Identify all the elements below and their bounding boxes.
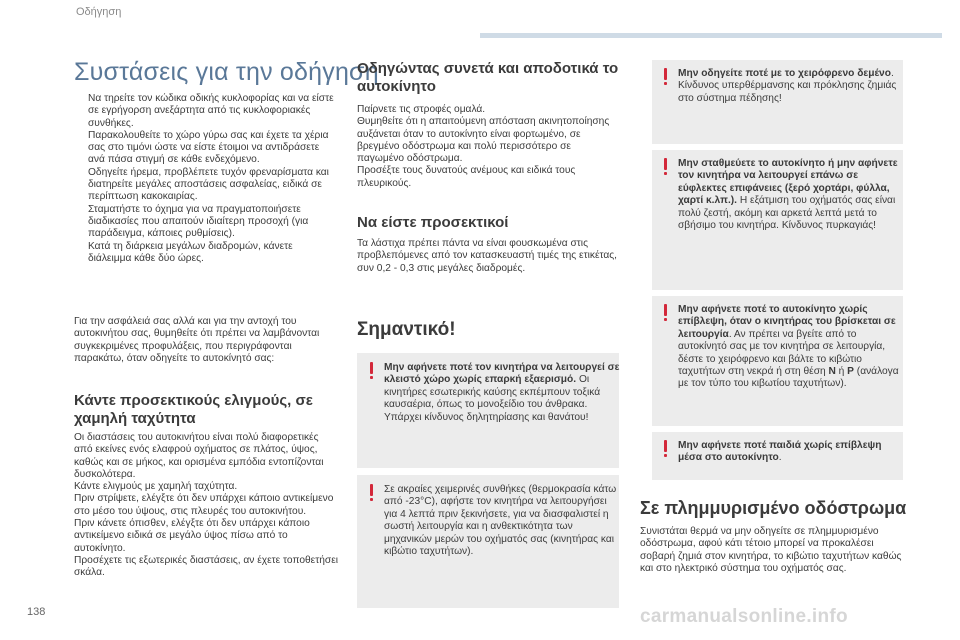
warning-icon bbox=[370, 362, 373, 374]
be-careful-body: Τα λάστιχα πρέπει πάντα να είναι φουσκωμένα στις προβλεπόμενες από τον κατασκευαστή τιμές της ετικέτας, συν 0,2 - 0,3 στις μεγάλες διαδρομές. bbox=[357, 238, 618, 274]
warning-icon bbox=[664, 440, 667, 452]
warning-icon bbox=[664, 68, 667, 80]
section-header: Οδήγηση bbox=[76, 6, 122, 18]
manoeuvre-heading: Κάντε προσεκτικούς ελιγμούς, σε χαμηλή ταχύτητα bbox=[74, 392, 313, 427]
warning-icon bbox=[370, 484, 373, 496]
recommendations-list bbox=[74, 93, 336, 265]
warning-unattended-engine: Μην αφήνετε ποτέ το αυτοκίνητο χωρίς επίβλεψη, όταν ο κινητήρας του βρίσκεται σε λειτουργία. Αν πρέπει να βγείτε από το αυτοκίνητό σας με τον κινητήρα σε λειτουργία, δέστε το χειρόφρενο και βάλτε το κιβώτιο ταχυτήτων στη νεκρά ή στη θέση N ή P (ανάλογα με τον τύπο του κιβωτίου ταχυτήτων). bbox=[664, 304, 906, 391]
header-bar bbox=[480, 33, 942, 38]
warning-children: Μην αφήνετε ποτέ παιδιά χωρίς επίβλεψη μέσα στο αυτοκίνητο. bbox=[664, 440, 906, 465]
list-item: Κατά τη διάρκεια μεγάλων διαδρομών, κάνετε διάλειμμα κάθε δύο ώρες. bbox=[88, 240, 293, 264]
warning-flammable: Μην σταθμεύετε το αυτοκίνητο ή μην αφήνετε τον κινητήρα να λειτουργεί επάνω σε εύφλεκτες επιφάνειες (ξερό χορτάρι, φύλλα, χαρτί κ.λπ.). Η εξάτμιση του οχήματός σας είναι πολύ ζεστή, ακόμη και αρκετά λεπτά μετά το σβήσιμο του κινητήρα. Κίνδυνος πυρκαγιάς! bbox=[664, 158, 906, 232]
warning-cold-weather: Σε ακραίες χειμερινές συνθήκες (θερμοκρασία κάτω από -23°C), αφήστε τον κινητήρα να λειτουργήσει για 4 λεπτά πριν ξεκινήσετε, για να διασφαλιστεί η σωστή λειτουργία και η ανθεκτικότητα των μηχανικών μερών του οχήματός σας (κινητήρας και κιβώτιο ταχυτήτων). bbox=[370, 484, 620, 558]
watermark: carmanualsonline.info bbox=[640, 606, 848, 627]
warning-icon bbox=[664, 158, 667, 170]
manoeuvre-body: Οι διαστάσεις του αυτοκινήτου είναι πολύ διαφορετικές από εκείνες ενός ελαφρού οχήματος σε πλάτος, ύψος, καθώς και σε μήκος, και ορισμένα εμπόδια εντοπίζονται δυσκολότερα. Κάντε ελιγμούς με χαμηλή ταχύτητα. Πριν στρίψετε, ελέγξτε ότι δεν υπάρχει κάποιο αντικείμενο στο μέσο του ύψους, στις πλευρές του αυτοκινήτου. Πριν κάνετε όπισθεν, ελέγξτε ότι δεν υπάρχει κάποιο αντικείμενο ειδικά σε μεγάλο ύψος πίσω από το αυτοκίνητο. Προσέχετε τις εξωτερικές διαστάσεις, αν έχετε τοποθετήσει σκάλα. bbox=[74, 432, 338, 579]
be-careful-heading: Να είστε προσεκτικοί bbox=[357, 214, 509, 231]
warning-ventilation: Μην αφήνετε ποτέ τον κινητήρα να λειτουργεί σε κλειστό χώρο χωρίς επαρκή εξαερισμό. Οι κινητήρες εσωτερικής καύσης εκπέμπουν τοξικά καυσαέρια, όπως το μονοξείδιο του άνθρακα. Υπάρχει κίνδυνος δηλητηρίασης και θανάτου! bbox=[370, 362, 620, 424]
page-title: Συστάσεις για την οδήγηση bbox=[74, 58, 379, 86]
warning-icon bbox=[664, 304, 667, 316]
list-item: Σταματήστε το όχημα για να πραγματοποιήσετε διαδικασίες που απαιτούν ιδιαίτερη προσοχή (για παράδειγμα, κάποιες ρυθμίσεις). bbox=[88, 203, 309, 240]
intro-paragraph: Για την ασφάλειά σας αλλά και για την αντοχή του αυτοκινήτου σας, θυμηθείτε ότι πρέπει να λαμβάνονται συγκεκριμένες προφυλάξεις, που περιγράφονται παρακάτω, όταν οδηγείτε το αυτοκίνητό σας: bbox=[74, 316, 320, 364]
important-title: Σημαντικό! bbox=[357, 319, 456, 340]
warning-handbrake: Μην οδηγείτε ποτέ με το χειρόφρενο δεμένο. Κίνδυνος υπερθέρμανσης και πρόκλησης ζημιάς στο σύστημα πέδησης! bbox=[664, 68, 906, 105]
list-item: Παρακολουθείτε το χώρο γύρω σας και έχετε τα χέρια σας στο τιμόνι ώστε να είστε έτοιμοι να αντιδράσετε ανά πάσα στιγμή σε κάθε ενδεχόμενο. bbox=[88, 129, 329, 166]
list-item: Οδηγείτε ήρεμα, προβλέπετε τυχόν φρεναρίσματα και διατηρείτε μεγάλες αποστάσεις ασφαλείας, ειδικά σε περίπτωση κακοκαιρίας. bbox=[88, 166, 329, 203]
flooded-road-heading: Σε πλημμυρισμένο οδόστρωμα bbox=[640, 498, 907, 518]
page-number: 138 bbox=[27, 606, 46, 618]
efficient-driving-heading: Οδηγώντας συνετά και αποδοτικά το αυτοκίνητο bbox=[357, 60, 619, 95]
flooded-road-body: Συνιστάται θερμά να μην οδηγείτε σε πλημμυρισμένο οδόστρωμα, αφού κάτι τέτοιο μπορεί να προκαλέσει σοβαρή ζημιά στον κινητήρα, το κιβώτιο ταχυτήτων καθώς και στο ηλεκτρικό σύστημα του οχήματός σας. bbox=[640, 526, 902, 574]
list-item: Να τηρείτε τον κώδικα οδικής κυκλοφορίας και να είστε σε εγρήγορση ανεξάρτητα από τις κυκλοφοριακές συνθήκες. bbox=[88, 93, 334, 129]
efficient-driving-body: Παίρνετε τις στροφές ομαλά. Θυμηθείτε ότι η απαιτούμενη απόσταση ακινητοποίησης αυξάνεται όταν το αυτοκίνητο είναι φορτωμένο, σε βρεγμένο οδόστρωμα και πολύ περισσότερο σε παγωμένο οδόστρωμα. Προσέξτε τους δυνατούς ανέμους και ειδικά τους πλευρικούς. bbox=[357, 104, 610, 189]
